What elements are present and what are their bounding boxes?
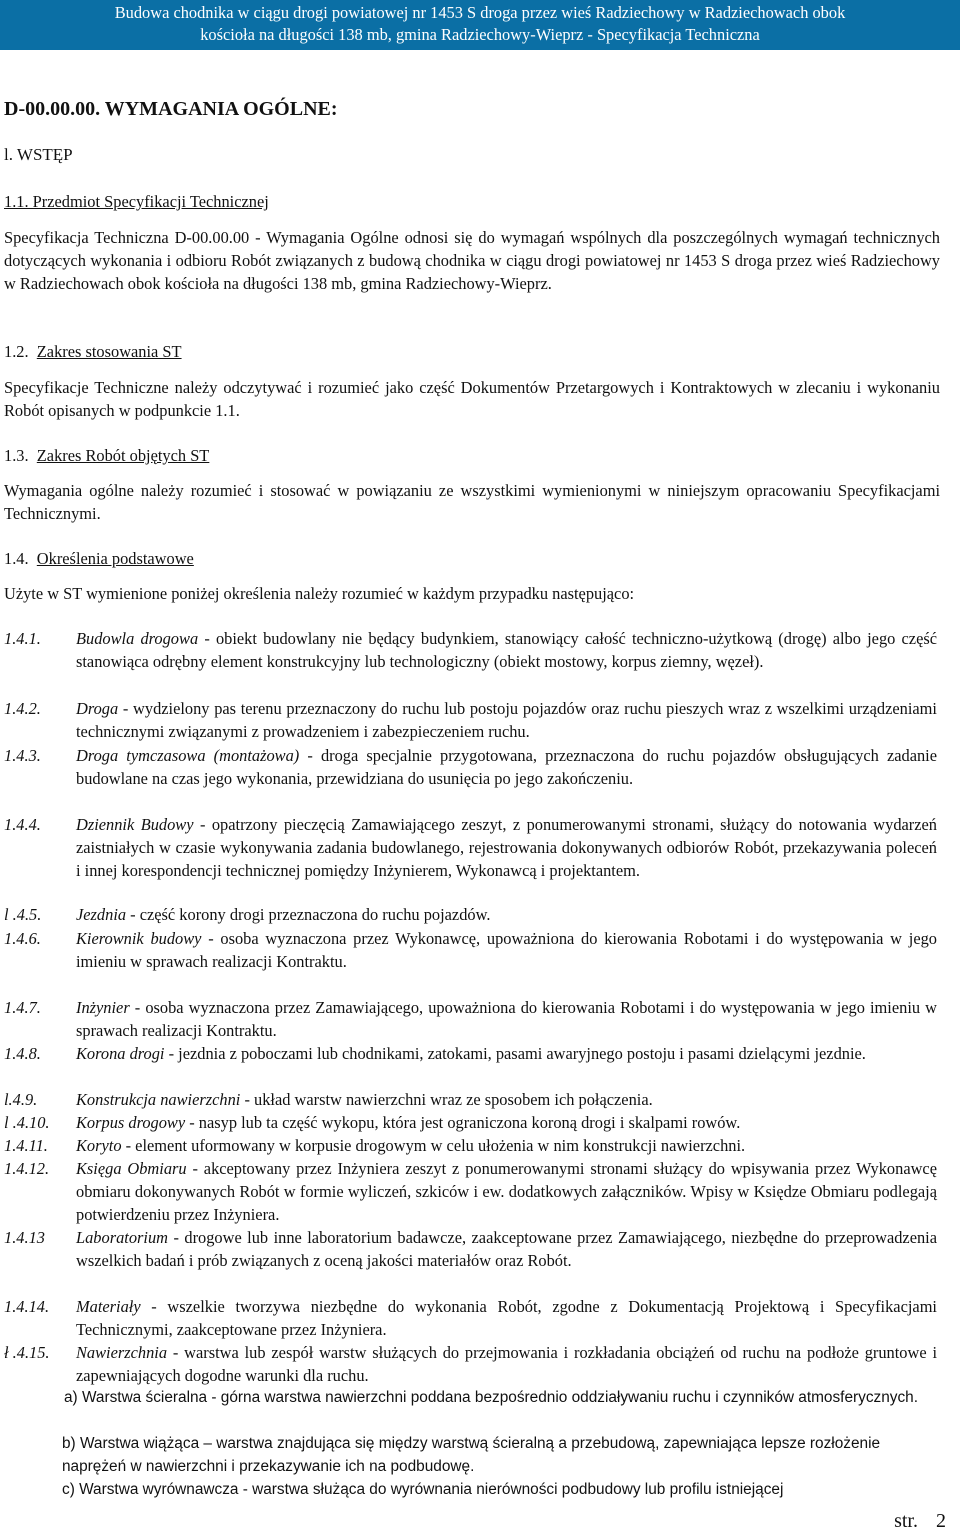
definition-term: Konstrukcja nawierzchni (76, 1090, 241, 1109)
definition-number: 1.4.7. (4, 998, 41, 1017)
definition-number: 1.4.8. (4, 1044, 41, 1063)
definition-item (4, 996, 937, 1042)
definition-body (76, 1042, 937, 1065)
definition-number: 1.4.1. (4, 629, 41, 648)
definition-item (4, 1157, 937, 1226)
definition-text: - osoba wyznaczona przez Wykonawcę, upoważniona do kierowania Robotami i do występowania w jego imieniu w sprawach realizacji Kontraktu. (76, 929, 937, 971)
definition-body (76, 1341, 937, 1387)
definition-text: - jezdnia z poboczami lub chodnikami, zatokami, pasami awaryjnego postoju i pasami dzielącymi jezdnie. (164, 1044, 866, 1063)
header-line-1: Budowa chodnika w ciągu drogi powiatowej nr 1453 S droga przez wieś Radziechowy w Radziechowach obok (114, 3, 846, 22)
heading-text: Zakres stosowania ST (36, 342, 182, 361)
definition-number: l .4.10. (4, 1113, 50, 1132)
page-number: 2 (936, 1510, 946, 1532)
definition-body (76, 1111, 937, 1134)
definition-item (4, 627, 937, 673)
definition-item (4, 1341, 937, 1387)
definition-term: Księga Obmiaru (76, 1159, 187, 1178)
paragraph-1-1: Specyfikacja Techniczna D-00.00.00 - Wymagania Ogólne odnosi się do wymagań wspólnych dla poszczególnych wymagań technicznych dotyczących wykonania i odbioru Robót związanych z budową chodnika w ciągu drogi powiatowej nr 1453 S droga przez wieś Radziechowy w Radziechowach obok kościoła na długości 138 mb, gmina Radziechowy-Wieprz. (4, 228, 940, 293)
definition-body (76, 813, 937, 882)
definition-term: Budowla drogowa (76, 629, 199, 648)
definition-text: - układ warstw nawierzchni wraz ze sposobem ich połączenia. (240, 1090, 653, 1109)
definition-item (4, 697, 937, 743)
definition-body (76, 744, 937, 790)
section-heading: l. WSTĘP (4, 145, 73, 164)
layer-item: c) Warstwa wyrównawcza - warstwa służąca do wyrównania nierówności podbudowy lub profilu istniejącej (62, 1481, 784, 1498)
definition-text: - wszelkie tworzywa niezbędne do wykonania Robót, zgodne z Dokumentacją Projektową i Specyfikacjami Technicznymi, zaakceptowane przez Inżyniera. (76, 1297, 937, 1339)
definition-body (76, 627, 937, 673)
heading-text: Zakres Robót objętych ST (36, 446, 210, 465)
definition-term: Korona drogi (76, 1044, 165, 1063)
definition-body (76, 1088, 937, 1111)
definition-item (4, 903, 937, 926)
definition-text: - opatrzony pieczęcią Zamawiającego zeszyt, z ponumerowanymi stronami, służący do notowania wydarzeń zaistniałych w czasie wykonywania zadania budowlanego, rejestrowania dokonywanych odbiorów Robót, przekazywania poleceń i innej korespondencji technicznej pomiędzy Inżynierem, Wykonawcą i projektantem. (76, 815, 938, 880)
subsection-heading-1-1 (4, 190, 940, 213)
heading-number: 1.3. (4, 446, 29, 465)
definition-item (4, 813, 937, 882)
definition-text: - element uformowany w korpusie drogowym w celu ułożenia w nim konstrukcji nawierzchni. (121, 1136, 746, 1155)
definition-term: Korpus drogowy (76, 1113, 186, 1132)
definition-item (4, 927, 937, 973)
header-line-2: kościoła na długości 138 mb, gmina Radziechowy-Wieprz - Specyfikacja Techniczna (200, 25, 760, 44)
subsection-heading-1-3 (4, 444, 940, 467)
definition-term: Koryto (76, 1136, 122, 1155)
document-header (0, 0, 960, 50)
definition-item (4, 1111, 937, 1134)
definition-text: - akceptowany przez Inżyniera zeszyt z ponumerowanymi stronami służący do wpisywania przez Wykonawcę obmiaru dokonywanych Robót w formie wyliczeń, szkiców i ew. dodatkowych załączników. Wpisy w Księdze Obmiaru podlegają potwierdzeniu przez Inżyniera. (76, 1159, 937, 1224)
definition-item (4, 744, 937, 790)
paragraph-1-4: Użyte w ST wymienione poniżej określenia należy rozumieć w każdym przypadku następująco: (4, 584, 635, 603)
definition-text: - warstwa lub zespół warstw służących do przejmowania i rozkładania obciążeń od ruchu na podłoże gruntowe i zapewniających dogodne warunki dla ruchu. (76, 1343, 937, 1385)
paragraph-1-3: Wymagania ogólne należy rozumieć i stosować w powiązaniu ze wszystkimi wymienionymi w niniejszym opracowaniu Specyfikacjami Technicznymi. (4, 481, 940, 523)
definition-item (4, 1088, 937, 1111)
definition-number: 1.4.3. (4, 746, 41, 765)
definition-body (76, 903, 937, 926)
definition-term: Jezdnia (76, 905, 127, 924)
definition-number: l.4.9. (4, 1090, 38, 1109)
definition-body (76, 1157, 937, 1226)
definition-number: 1.4.14. (4, 1297, 50, 1316)
definition-item (4, 1042, 937, 1065)
subsection-heading-1-4 (4, 547, 940, 570)
definition-text: - obiekt budowlany nie będący budynkiem, stanowiący całość techniczno-użytkową (drogę) albo jego część stanowiąca odrębny element konstrukcyjny lub technologiczny (obiekt mostowy, korpus ziemny, węzeł). (76, 629, 937, 671)
definition-number: 1.4.12. (4, 1159, 50, 1178)
definition-item (4, 1226, 937, 1272)
document-title: D-00.00.00. WYMAGANIA OGÓLNE: (4, 98, 338, 120)
definition-term: Materiały (76, 1297, 141, 1316)
heading-text: 1.1. Przedmiot Specyfikacji Technicznej (4, 192, 269, 211)
definition-number: 1.4.13 (4, 1228, 45, 1247)
definition-body (76, 927, 937, 973)
definition-text: - nasyp lub ta część wykopu, która jest ograniczona koroną drogi i skalpami rowów. (185, 1113, 741, 1132)
layer-item: a) Warstwa ścieralna - górna warstwa nawierzchni poddana bezpośrednio oddziaływaniu ruchu i czynników atmosferycznych. (64, 1389, 919, 1406)
definition-body (76, 697, 937, 743)
definition-number: 1.4.4. (4, 815, 41, 834)
layer-item: b) Warstwa wiążąca – warstwa znajdująca się między warstwą ścieralną a przebudową, zapewniająca lepsze rozłożenie naprężeń w nawierzchni i przekazywanie ich na podbudowę. (62, 1435, 881, 1475)
page-label: str. (894, 1510, 918, 1532)
paragraph-1-2: Specyfikacje Techniczne należy odczytywać i rozumieć jako część Dokumentów Przetargowych i Kontraktowych w zlecaniu i wykonaniu Robót opisanych w podpunkcie 1.1. (4, 378, 940, 420)
definition-text: - droga specjalnie przygotowana, przeznaczona do ruchu pojazdów obsługujących zadanie budowlane na czas jego wykonania, przewidziana do usunięcia po jego zakończeniu. (76, 746, 938, 788)
definition-text: - część korony drogi przeznaczona do ruchu pojazdów. (126, 905, 491, 924)
definition-term: Laboratorium (76, 1228, 168, 1247)
definition-number: 1.4.6. (4, 929, 41, 948)
definition-term: Nawierzchnia (76, 1343, 168, 1362)
heading-number: 1.2. (4, 342, 29, 361)
definition-number: 1.4.11. (4, 1136, 48, 1155)
page-footer (894, 1510, 946, 1533)
definition-text: - wydzielony pas terenu przeznaczony do ruchu lub postoju pojazdów oraz ruchu pieszych wraz z wszelkimi urządzeniami technicznymi związanymi z prowadzeniem i zabezpieczeniem ruchu. (76, 699, 937, 741)
definition-term: Droga (76, 699, 119, 718)
definition-term: Kierownik budowy (76, 929, 202, 948)
definition-number: 1.4.2. (4, 699, 41, 718)
definition-number: l .4.5. (4, 905, 42, 924)
definition-text: - drogowe lub inne laboratorium badawcze, zaakceptowane przez Zamawiającego, niezbędne do przeprowadzenia wszelkich badań i prób związanych z oceną jakości materiałów oraz Robót. (76, 1228, 937, 1270)
subsection-heading-1-2 (4, 340, 940, 363)
definition-term: Droga tymczasowa (montażowa) (76, 746, 300, 765)
definition-text: - osoba wyznaczona przez Zamawiającego, upoważniona do kierowania Robotami i do występowania w jego imieniu w sprawach realizacji Kontraktu. (76, 998, 937, 1040)
definition-body (76, 1226, 937, 1272)
definition-number: ł .4.15. (4, 1343, 50, 1362)
definition-item (4, 1295, 937, 1341)
definition-body (76, 996, 937, 1042)
definition-item (4, 1134, 937, 1157)
definition-term: Inżynier (76, 998, 130, 1017)
heading-number: 1.4. (4, 549, 29, 568)
definition-body (76, 1295, 937, 1341)
heading-text: Określenia podstawowe (36, 549, 194, 568)
definition-term: Dziennik Budowy (76, 815, 194, 834)
definition-body (76, 1134, 937, 1157)
